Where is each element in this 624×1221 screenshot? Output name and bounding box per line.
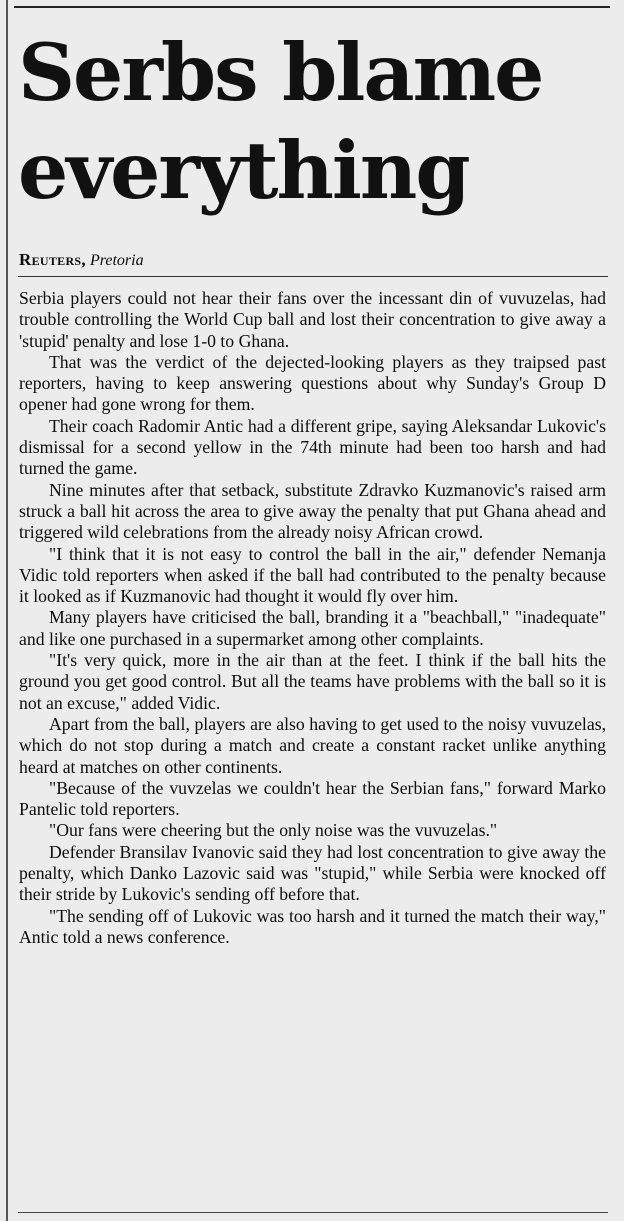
- paragraph: That was the verdict of the dejected-looking players as they traipsed past reporters, having to keep answering questions about why Sunday's Group D opener had gone wrong for them.: [19, 351, 606, 415]
- byline-rule: [18, 276, 608, 277]
- top-rule: [14, 6, 610, 8]
- paragraph: Apart from the ball, players are also having to get used to the noisy vuvuzelas, which do not stop during a match and create a constant racket unlike anything heard at matches on other continents.: [19, 713, 606, 777]
- headline: [18, 24, 618, 220]
- column-rule: [6, 0, 8, 1221]
- headline-line-2: everything: [18, 124, 469, 217]
- bottom-rule: [18, 1212, 608, 1213]
- article-body: [19, 288, 606, 948]
- paragraph: Serbia players could not hear their fans over the incessant din of vuvuzelas, had trouble controlling the World Cup ball and lost their concentration to give away a 'stupid' penalty and lose 1-0 to Ghana.: [19, 288, 606, 351]
- byline-place: Pretoria: [89, 252, 144, 269]
- paragraph: Defender Bransilav Ivanovic said they had lost concentration to give away the penalty, which Danko Lazovic said was "stupid," while Serbia were knocked off their stride by Lukovic's sending off before that.: [19, 841, 606, 905]
- paragraph: "Our fans were cheering but the only noise was the vuvuzelas.": [49, 820, 498, 841]
- paragraph: "Because of the vuvzelas we couldn't hear the Serbian fans," forward Marko Pantelic told reporters.: [19, 777, 606, 820]
- byline-agency: Reuters,: [19, 250, 86, 269]
- paragraph: "It's very quick, more in the air than at the feet. I think if the ball hits the ground you get good control. But all the teams have problems with the ball so it is not an excuse," added Vidic.: [19, 650, 606, 713]
- paragraph: Nine minutes after that setback, substitute Zdravko Kuzmanovic's raised arm struck a ball hit across the area to give away the penalty that put Ghana ahead and triggered wild celebrations from the already noisy African crowd.: [19, 479, 606, 543]
- byline: [19, 250, 144, 270]
- paragraph: Many players have criticised the ball, branding it a "beachball," "inadequate" and like one purchased in a supermarket among other complaints.: [19, 607, 606, 649]
- paragraph: "I think that it is not easy to control the ball in the air," defender Nemanja Vidic told reporters when asked if the ball had contributed to the penalty because it looked as if Kuzmanovic had thought it would fly over him.: [19, 543, 606, 607]
- paragraph: "The sending off of Lukovic was too harsh and it turned the match their way," Antic told a news conference.: [19, 905, 606, 947]
- headline-line-1: Serbs blame: [18, 26, 543, 119]
- paragraph: Their coach Radomir Antic had a different gripe, saying Aleksandar Lukovic's dismissal for a second yellow in the 74th minute had been too harsh and had turned the game.: [19, 415, 606, 479]
